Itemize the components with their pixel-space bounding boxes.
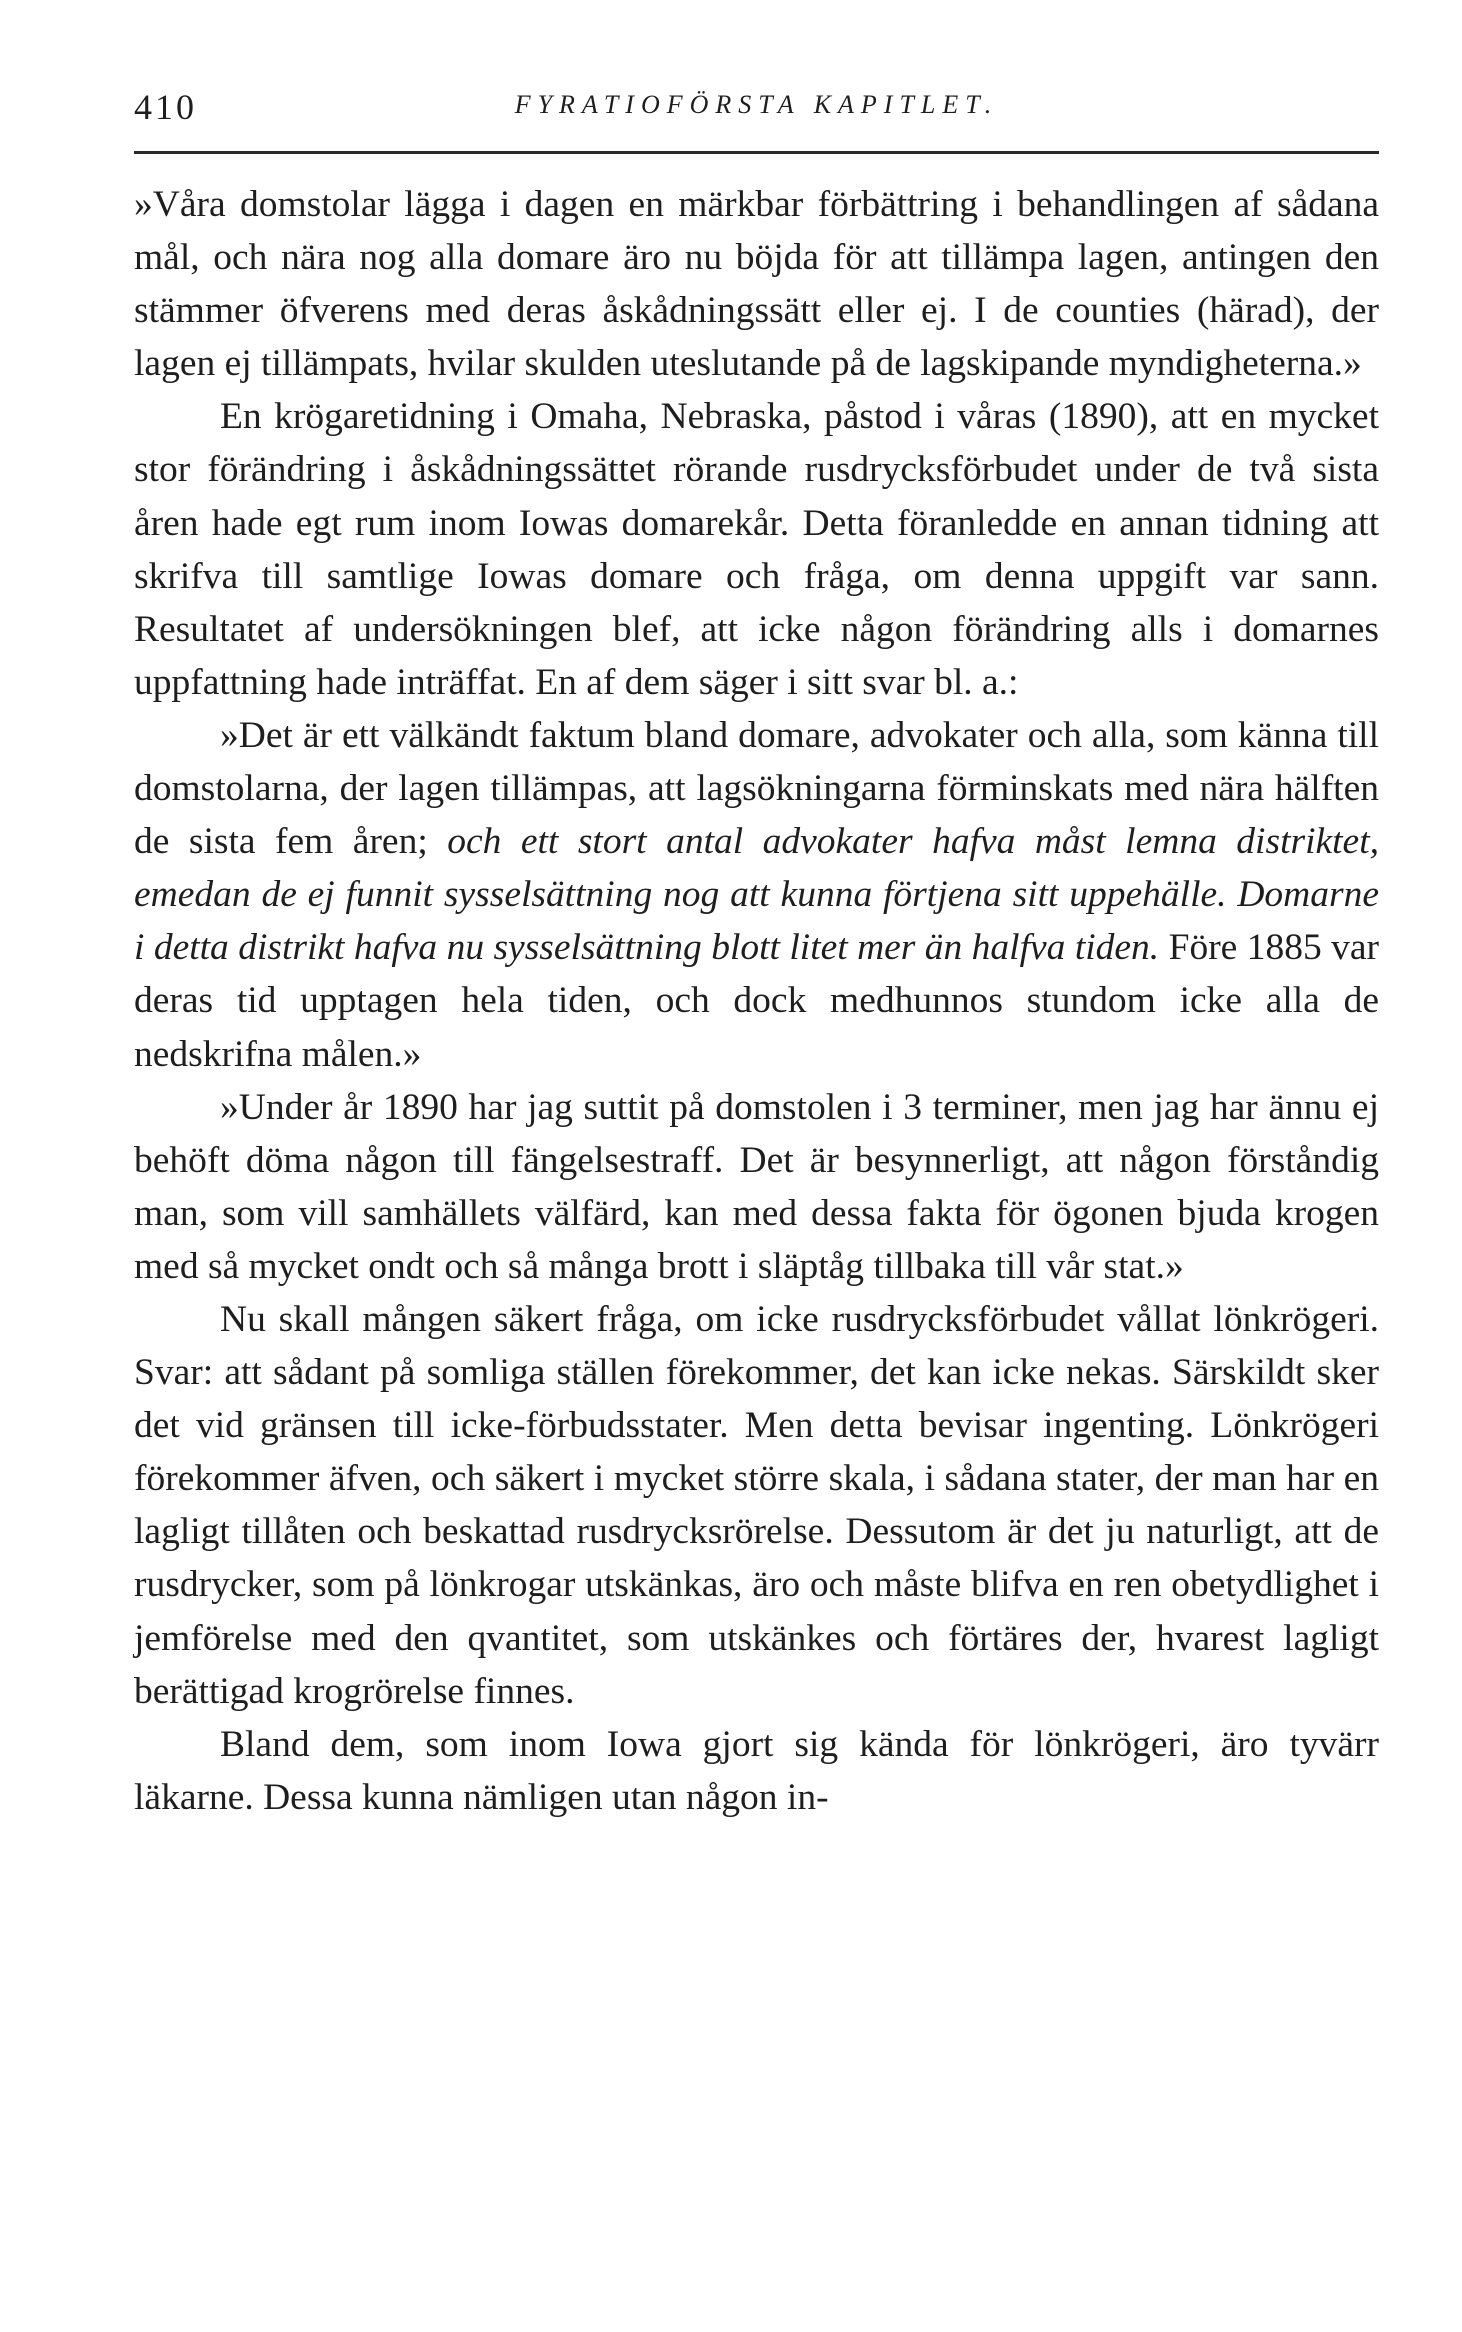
paragraph: [134, 1718, 1379, 1824]
text-segment: Bland dem, som inom Iowa gjort sig kända för lönkrögeri, äro tyvärr läkarne. Dessa kunna nämligen utan någon in-: [134, 1723, 1379, 1818]
text-segment: Nu skall mången säkert fråga, om icke rusdrycksförbudet vållat lönkrögeri. Svar: att sådant på somliga ställen förekommer, det kan icke nekas. Särskildt sker det vid gränsen till icke-förbudsstater. Men detta bevisar ingenting. Lönkrögeri förekommer äfven, och säkert i mycket större skala, i sådana stater, der man har en lagligt tillåten och beskattad rusdrycksrörelse. Dessutom är det ju naturligt, att de rusdrycker, som på lönkrogar utskänkas, äro och måste blifva en ren obetydlighet i jemförelse med den qvantitet, som utskänkes och förtäres der, hvarest lagligt berättigad krogrörelse finnes.: [134, 1298, 1379, 1712]
paragraph: [134, 709, 1379, 1081]
text-segment: »Det är ett välkändt faktum bland domare, advokater och alla, som känna till domstolarna, der lagen tillämpas, att lagsökningarna förminskats med nära hälften de sista fem åren;: [134, 714, 1379, 863]
text-segment: En krögaretidning i Omaha, Nebraska, påstod i våras (1890), att en mycket stor förändring i åskådningssättet rörande rusdrycksförbudet under de två sista åren hade egt rum inom Iowas domarekår. Detta föranledde en annan tidning att skrifva till samtlige Iowas domare och fråga, om denna uppgift var sann. Resultatet af undersökningen blef, att icke någon förändring alls i domarnes uppfattning hade inträffat. En af dem säger i sitt svar bl. a.:: [134, 396, 1379, 703]
paragraph: [134, 1293, 1379, 1718]
body-text: [134, 178, 1379, 1824]
paragraph: [134, 178, 1379, 390]
paragraph: [134, 1081, 1379, 1293]
italic-text-segment: och ett stort antal advokater hafva måst lemna distriktet, emedan de ej funnit sysselsättning nog att kunna förtjena sitt uppehälle. Domarne i detta distrikt hafva nu sysselsättning blott litet mer än halfva tiden.: [134, 821, 1379, 969]
header-rule: [134, 151, 1379, 154]
chapter-title: FYRATIOFÖRSTA KAPITLET.: [514, 90, 999, 119]
running-head: [134, 86, 1379, 130]
paragraph: [134, 390, 1379, 709]
page-number: 410: [134, 87, 197, 127]
text-segment: Före 1885 var deras tid upptagen hela tiden, och dock medhunnos stundom icke alla de nedskrifna målen.»: [134, 927, 1380, 1075]
text-segment: »Under år 1890 har jag suttit på domstolen i 3 terminer, men jag har ännu ej behöft döma någon till fängelsestraff. Det är besynnerligt, att någon förståndig man, som vill samhällets välfärd, kan med dessa fakta för ögonen bjuda krogen med så mycket ondt och så många brott i släptåg tillbaka till vår stat.»: [134, 1086, 1379, 1287]
text-segment: »Våra domstolar lägga i dagen en märkbar förbättring i behandlingen af sådana mål, och nära nog alla domare äro nu böjda för att tillämpa lagen, antingen den stämmer öfverens med deras åskådningssätt eller ej. I de counties (härad), der lagen ej tillämpats, hvilar skulden uteslutande på de lagskipande myndigheterna.»: [134, 184, 1379, 385]
